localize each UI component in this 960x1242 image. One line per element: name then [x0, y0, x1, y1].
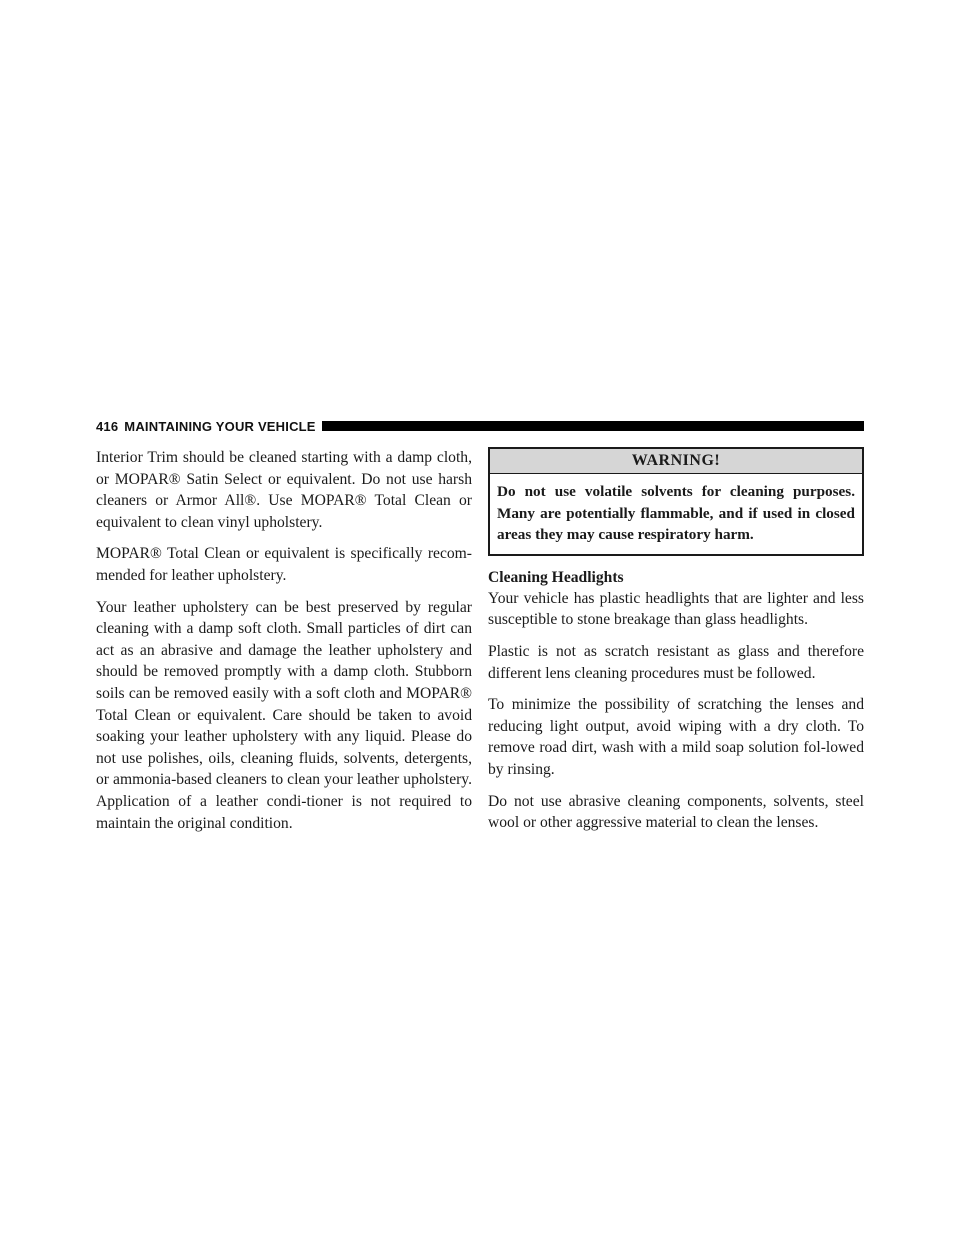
paragraph-leather-upholstery: Your leather upholstery can be best preserved by regular cleaning with a damp soft cloth. Small particles of dirt can act as an abrasive and damage the leather upholstery and should be removed promptly with a damp cloth. Stubborn soils can be removed easily with a soft cloth and MOPAR® Total Clean or equivalent. Care should be taken to avoid soaking your leather upholstery with any liquid. Please do not use polishes, oils, cleaning fluids, solvents, detergents, or ammonia-based cleaners to clean your leather upholstery. Application of a leather condi-tioner is not required to maintain the original condition. [96, 598, 472, 832]
section-heading-cleaning-headlights: Cleaning Headlights [488, 568, 624, 586]
header-rule [322, 421, 864, 431]
paragraph-interior-trim: Interior Trim should be cleaned starting with a damp cloth, or MOPAR® Satin Select or equivalent. Do not use harsh cleaners or Armor All®. Use MOPAR® Total Clean or equivalent to clean vinyl upholstery. [96, 449, 472, 531]
warning-title: WARNING! [490, 449, 862, 474]
paragraph-plastic-headlights: Your vehicle has plastic headlights that are lighter and less susceptible to stone breakage than glass headlights. [488, 589, 864, 629]
warning-box [488, 447, 864, 556]
section-title: MAINTAINING YOUR VEHICLE [124, 418, 316, 434]
page-number: 416 [96, 418, 119, 434]
paragraph-abrasive-warning: Do not use abrasive cleaning components, solvents, steel wool or other aggressive material to clean the lenses. [488, 792, 864, 832]
paragraph-total-clean: MOPAR® Total Clean or equivalent is specifically recom-mended for leather upholstery. [96, 545, 472, 584]
left-column [96, 447, 472, 844]
paragraph-minimize-scratching: To minimize the possibility of scratching the lenses and reducing light output, avoid wiping with a dry cloth. To remove road dirt, wash with a mild soap solution fol-lowed by rinsing. [488, 696, 864, 778]
page-header [96, 418, 864, 434]
paragraph-scratch-resistance: Plastic is not as scratch resistant as glass and therefore different lens cleaning procedures must be followed. [488, 642, 864, 682]
right-column [488, 447, 864, 844]
warning-text: Do not use volatile solvents for cleaning purposes. Many are potentially flammable, and if used in closed areas they may cause respiratory harm. [497, 483, 855, 544]
